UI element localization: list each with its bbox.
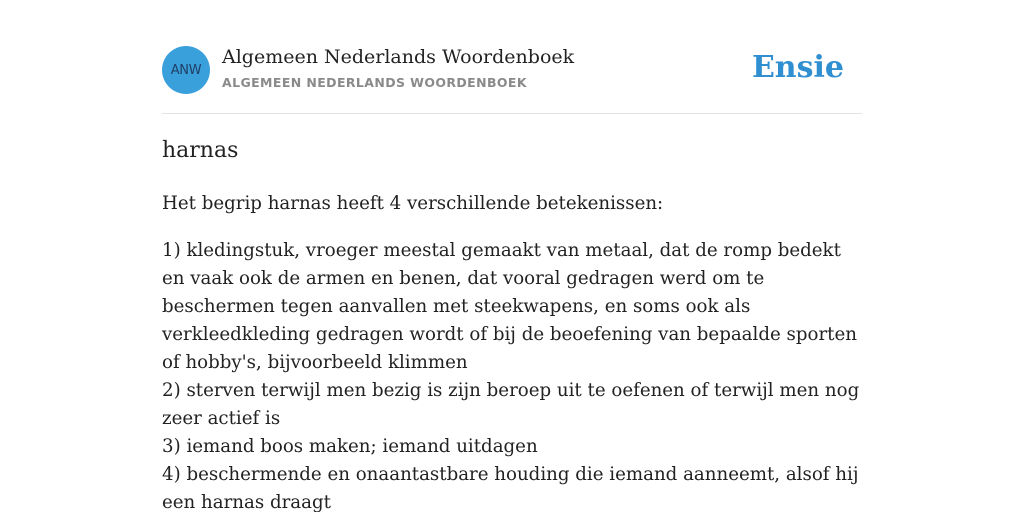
- headword: harnas: [162, 138, 239, 163]
- source-subtitle: ALGEMEEN NEDERLANDS WOORDENBOEK: [222, 75, 527, 90]
- definition-list: [162, 237, 862, 512]
- definition-item: 2) sterven terwijl men bezig is zijn beroep uit te oefenen of terwijl men nog zeer actief is: [162, 380, 860, 429]
- definition-item: 1) kledingstuk, vroeger meestal gemaakt van metaal, dat de romp bedekt en vaak ook de armen en benen, dat vooral gedragen werd om te beschermen tegen aanvallen met steekwapens, en soms ook als verkleedkleding gedragen wordt of bij de beoefening van bepaalde sporten of hobby's, bijvoorbeeld klimmen: [162, 240, 857, 373]
- source-title[interactable]: Algemeen Nederlands Woordenboek: [222, 46, 575, 68]
- header-divider: [162, 113, 862, 114]
- entry-intro: Het begrip harnas heeft 4 verschillende betekenissen:: [162, 193, 664, 214]
- header: [162, 46, 862, 96]
- definition-item: 4) beschermende en onaantastbare houding die iemand aanneemt, alsof hij een harnas draagt: [162, 464, 859, 512]
- entry-content: [162, 190, 862, 512]
- definition-item: 3) iemand boos maken; iemand uitdagen: [162, 436, 538, 457]
- source-logo[interactable]: [162, 46, 210, 94]
- logo-text: ANW: [170, 62, 202, 78]
- brand-logo[interactable]: Ensie: [751, 50, 844, 85]
